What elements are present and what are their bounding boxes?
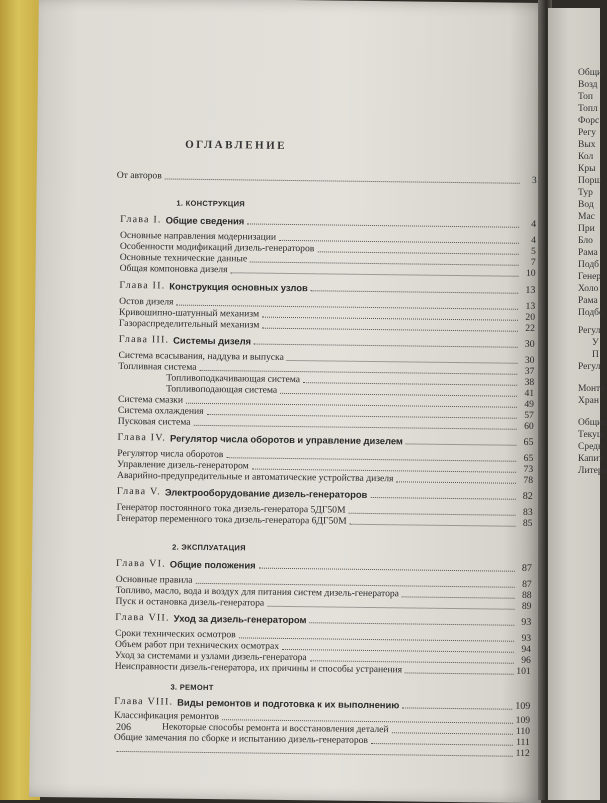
chapter-label: Глава VIII.: [114, 695, 174, 708]
chapter-label: Глава VI.: [115, 557, 166, 570]
page-ref: 96: [521, 654, 531, 666]
page-ref: 37: [524, 365, 535, 377]
right-page-fragment: Рама: [578, 248, 598, 258]
leader-dots: [370, 497, 515, 500]
entry-text: От авторов: [116, 169, 162, 182]
chapter-label: Глава IV.: [117, 431, 167, 444]
page-ref: 4: [531, 234, 537, 246]
leader-dots: [350, 524, 516, 527]
leader-dots: [402, 707, 512, 709]
page-ref: 22: [525, 322, 535, 334]
page-ref: 83: [522, 506, 533, 518]
page-ref: 112: [515, 747, 530, 759]
toc-line: [117, 170, 537, 186]
entry-text: Неисправности дизель-генератора, их причины и способы устранения: [114, 660, 403, 676]
entry-text: Основные технические данные: [119, 251, 248, 265]
right-page-fragment: Текущ: [578, 430, 605, 440]
right-page-fragment: Топл: [578, 104, 598, 114]
entry-text: Пусковая система: [117, 415, 191, 428]
chapter-name: Уход за дизель-генератором: [173, 612, 307, 626]
right-page-fragment: Регул: [578, 362, 601, 372]
page-ref: 88: [521, 589, 532, 601]
right-page-fragment: При: [578, 224, 595, 234]
right-page-fragment: Общие: [578, 418, 607, 428]
right-page-fragment: П: [592, 350, 599, 360]
page-ref: 7: [530, 256, 536, 268]
right-page-fragment: У: [592, 338, 599, 348]
chapter-entry: [116, 558, 532, 574]
right-page-fragment: Тур: [578, 188, 593, 198]
entry-text: Управление дизель-генератором: [117, 458, 249, 472]
entry-text: Общие замечания по сборке и испытанию дизель-генераторов: [113, 731, 369, 746]
section-heading: 2. ЭКСПЛУАТАЦИЯ: [172, 542, 246, 553]
leader-dots: [402, 596, 515, 598]
page-ref: 65: [523, 436, 534, 448]
chapter-name: Электрооборудование дизель-генераторов: [164, 486, 368, 500]
entry-text: Особенности модификаций дизель-генераторов: [119, 240, 315, 255]
entry-text: Основные правила: [115, 573, 193, 586]
entry-text: Система охлаждения: [117, 404, 204, 417]
right-page-fragment: Хран: [578, 396, 599, 406]
entry-text: Кривошипно-шатунный механизм: [118, 306, 260, 320]
entry-text: Система всасывания, наддува и выпуска: [118, 349, 284, 363]
page-ref: 3: [531, 174, 537, 186]
entry-text: Топливо, масло, вода и воздух для питания систем дизель-генератора: [115, 584, 400, 600]
chapter-name: Общие сведения: [165, 214, 245, 227]
page-ref: 93: [521, 616, 532, 628]
page-number: 206: [115, 721, 132, 734]
right-page-fragment: Регу: [578, 128, 597, 138]
entry-text: Газораспределительный механизм: [118, 317, 260, 331]
right-page-fragment: Средн: [578, 442, 604, 452]
entry-text: Топливоподающая система: [166, 383, 278, 396]
chapter-entry: [120, 214, 536, 230]
right-page-fragment: Генер: [578, 272, 602, 282]
right-page-fragment: Вых: [578, 140, 596, 150]
entry-text: Пуск и остановка дизель-генератора: [115, 595, 265, 609]
entry-text: Остов дизеля: [119, 295, 174, 308]
right-page-fragment: Рама: [578, 296, 598, 306]
page-ref: 109: [515, 700, 531, 712]
page-ref: 89: [521, 600, 532, 612]
leader-dots: [392, 732, 513, 734]
page-ref: 87: [521, 562, 533, 574]
right-page-fragment: Топ: [578, 92, 593, 102]
chapter-name: Регулятор числа оборотов и управление дизелем: [170, 432, 403, 447]
entry-text: Сроки технических осмотров: [115, 627, 236, 641]
page-ref: 49: [524, 398, 535, 410]
page-ref: 101: [516, 665, 531, 677]
chapter-entry: [117, 432, 533, 448]
right-page-fragment: Мас: [578, 212, 595, 222]
page-ref: 73: [523, 463, 534, 475]
page-ref: 85: [522, 517, 533, 529]
entry-text: Классификация ремонтов: [114, 709, 219, 723]
entry-text: Объем работ при технических осмотрах: [114, 638, 280, 652]
page-ref: 82: [522, 490, 533, 502]
leader-dots: [267, 606, 514, 610]
entry-text: Основные направления модернизации: [119, 229, 277, 243]
entry-text: Генератор постоянного тока дизель-генератора 5ДГ50М: [116, 501, 346, 516]
right-page-fragment: Подб: [578, 260, 600, 270]
chapter-name: Общие положения: [169, 558, 256, 571]
entry-text: Топливоподкачивающая система: [166, 372, 301, 386]
page-ref: 94: [521, 643, 532, 655]
right-page-fragment: Кол: [578, 152, 594, 162]
page-ref: 87: [522, 578, 532, 590]
right-page-fragment: Порш: [578, 176, 602, 186]
chapter-entry: [117, 486, 533, 502]
chapter-label: Глава III.: [118, 333, 170, 346]
right-page-fragment: Подбо: [578, 308, 604, 318]
toc-title: ОГЛАВЛЕНИЕ: [185, 138, 288, 152]
chapter-name: Системы дизеля: [173, 334, 252, 347]
page-ref: 30: [524, 354, 535, 366]
page-ref: 20: [525, 311, 536, 323]
right-page: [548, 8, 607, 800]
chapter-label: Глава V.: [116, 485, 161, 498]
entry-text: Регулятор числа оборотов: [117, 447, 224, 461]
chapter-entry: [119, 334, 535, 350]
right-page-fragment: Литера: [578, 466, 607, 476]
chapter-label: Глава VII.: [115, 611, 170, 624]
chapter-name: Виды ремонтов и подготовка к их выполнению: [177, 696, 400, 711]
chapter-label: Глава II.: [119, 279, 166, 292]
page-ref: 38: [524, 376, 535, 388]
leader-dots: [311, 290, 519, 294]
page-ref: 110: [515, 725, 531, 737]
entry-text: Топливная система: [118, 360, 197, 373]
left-page: [29, 0, 551, 803]
leader-dots: [405, 672, 513, 674]
entry-text: Генератор переменного тока дизель-генератора 6ДГ50М: [116, 512, 347, 527]
right-page-fragment: Холо: [578, 284, 599, 294]
leader-dots: [396, 481, 516, 483]
page-ref: 30: [524, 338, 535, 350]
right-page-fragment: Возд: [578, 80, 598, 90]
page-ref: 4: [531, 218, 537, 230]
right-page-fragment: Регул: [578, 326, 601, 336]
entry-text: Уход за системами и узлами дизель-генератора: [114, 649, 307, 664]
right-page-fragment: Общи: [578, 68, 603, 78]
right-page-fragment: Капит: [578, 454, 603, 464]
page-ref: 60: [524, 420, 534, 432]
right-page-fragment: Вод: [578, 200, 594, 210]
page-ref: 111: [516, 736, 530, 748]
section-heading: 1. КОНСТРУКЦИЯ: [176, 198, 246, 209]
page-ref: 13: [525, 284, 536, 296]
page-ref: 13: [525, 300, 536, 312]
page-ref: 57: [524, 409, 534, 421]
chapter-entry: [119, 280, 535, 296]
right-page-fragment: Бло: [578, 236, 593, 246]
leader-dots: [230, 272, 518, 277]
page-ref: 93: [521, 632, 532, 644]
leader-dots: [406, 443, 517, 445]
leader-dots: [247, 223, 519, 227]
entry-text: Общая компоновка дизеля: [119, 262, 228, 276]
page-ref: 41: [524, 387, 535, 399]
entry-text: Аварийно-предупредительные и автоматические устройства дизеля: [116, 469, 394, 485]
leader-dots: [254, 344, 518, 348]
leader-dots: [117, 751, 513, 757]
table-of-contents: [29, 0, 551, 803]
page-ref: 10: [525, 267, 536, 279]
leader-dots: [193, 425, 516, 430]
chapter-entry: [115, 612, 531, 628]
leader-dots: [262, 328, 518, 332]
chapter-entry: [114, 696, 530, 712]
entry-text: Система смазки: [117, 393, 184, 406]
entry-text: Некоторые способы ремонта и восстановления деталей: [161, 721, 389, 736]
page-ref: 78: [523, 474, 534, 486]
page-ref: 65: [523, 452, 534, 464]
chapter-label: Глава I.: [120, 213, 162, 226]
section-heading: 3. РЕМОНТ: [170, 682, 214, 693]
leader-dots: [309, 622, 514, 626]
chapter-name: Конструкция основных узлов: [169, 280, 308, 294]
leader-dots: [259, 568, 515, 572]
leader-dots: [165, 178, 520, 183]
right-page-fragment: Кры: [578, 164, 596, 174]
page-ref: 109: [515, 714, 531, 726]
page-ref: 5: [530, 245, 536, 257]
right-page-fragment: Монта: [578, 384, 605, 394]
right-page-fragment: Форс: [578, 116, 600, 126]
